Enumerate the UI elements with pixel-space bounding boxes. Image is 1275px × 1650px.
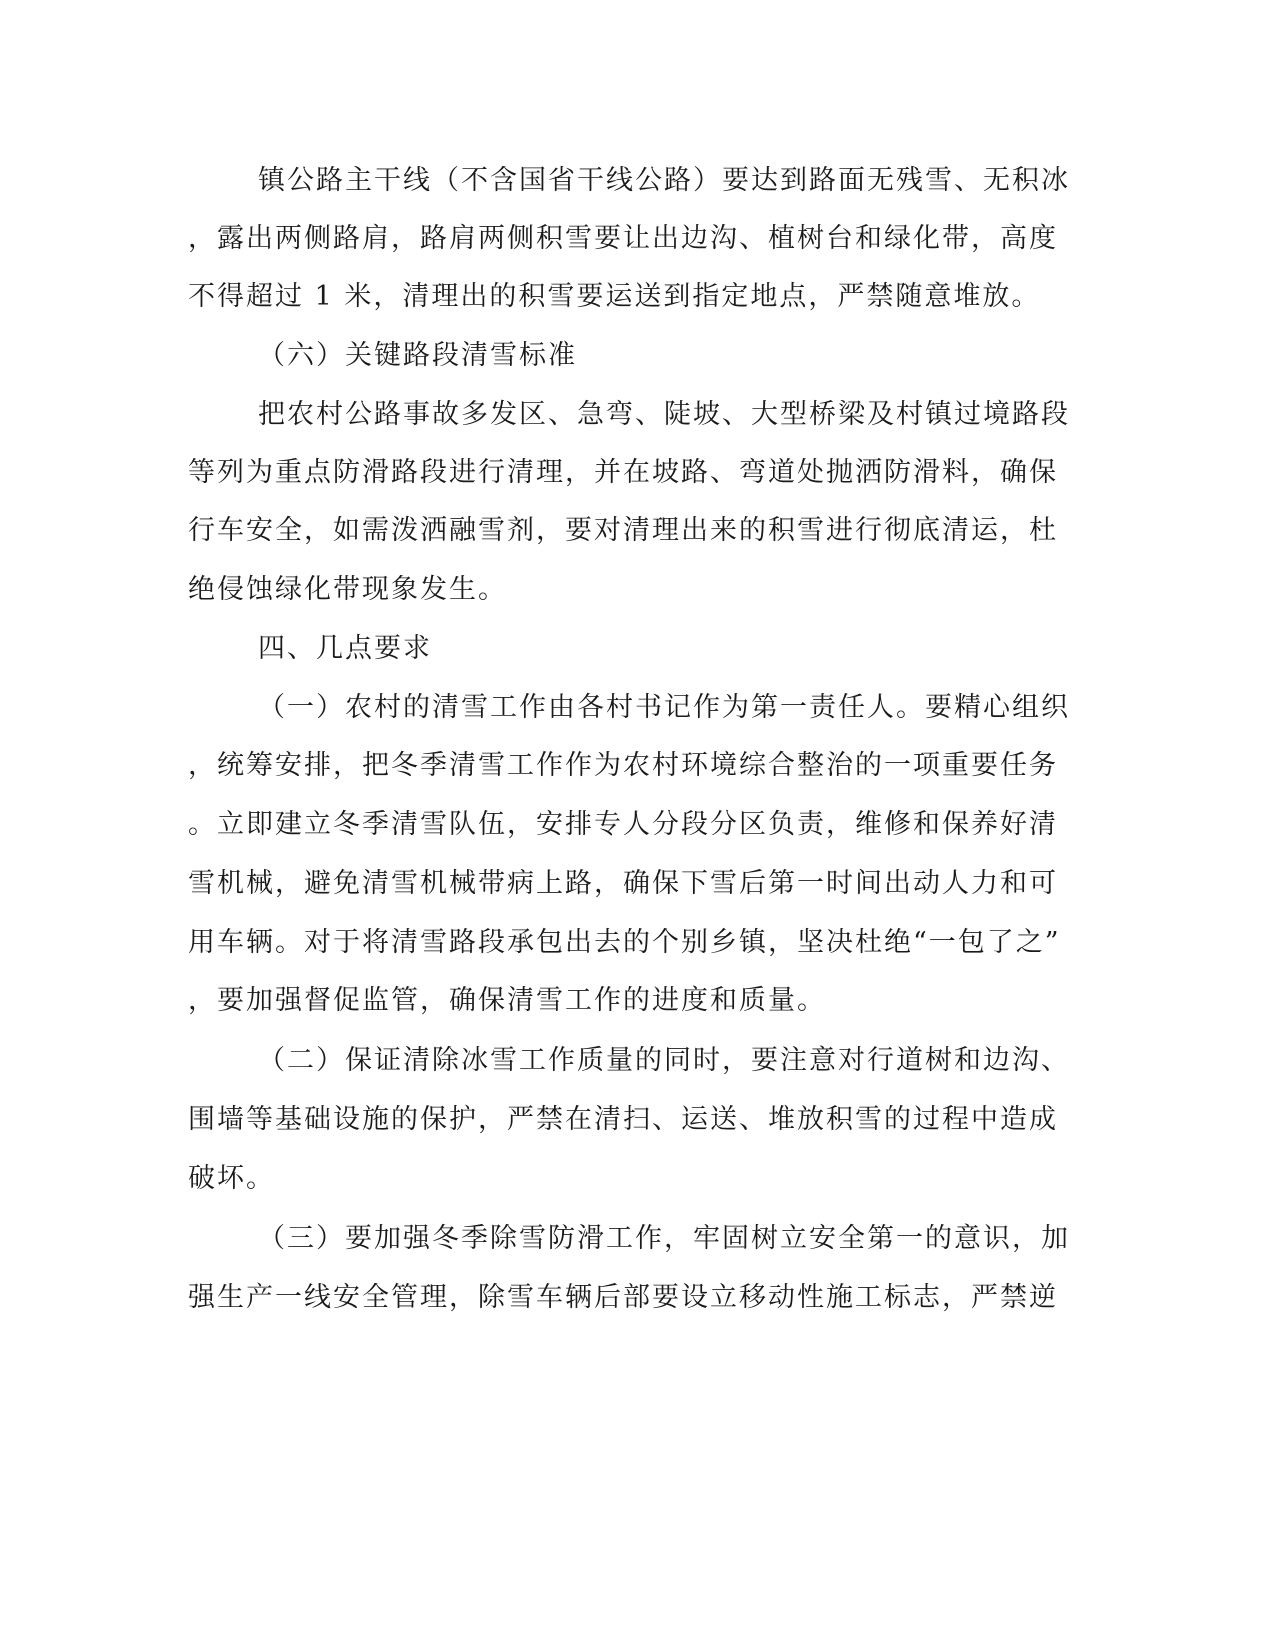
- text-line: 等列为重点防滑路段进行清理，并在坡路、弯道处抛洒防滑料，确保: [188, 457, 1058, 488]
- text-line: 破坏。: [188, 1163, 275, 1194]
- text-line: （一）农村的清雪工作由各村书记作为第一责任人。要精心组织: [258, 692, 1070, 723]
- text-line: （三）要加强冬季除雪防滑工作，牢固树立安全第一的意识，加: [258, 1223, 1070, 1254]
- text-line: 行车安全，如需泼洒融雪剂，要对清理出来的积雪进行彻底清运，杜: [188, 515, 1058, 546]
- text-line: 强生产一线安全管理，除雪车辆后部要设立移动性施工标志，严禁逆: [188, 1282, 1058, 1313]
- text-line: （二）保证清除冰雪工作质量的同时，要注意对行道树和边沟、: [258, 1045, 1070, 1076]
- section-heading: 四、几点要求: [258, 633, 432, 664]
- text-line: 雪机械，避免清雪机械带病上路，确保下雪后第一时间出动人力和可: [188, 868, 1058, 899]
- text-line: ，统筹安排，把冬季清雪工作作为农村环境综合整治的一项重要任务: [188, 750, 1058, 781]
- text-line: 围墙等基础设施的保护，严禁在清扫、运送、堆放积雪的过程中造成: [188, 1104, 1058, 1135]
- text-line: 。立即建立冬季清雪队伍，安排专人分段分区负责，维修和保养好清: [188, 809, 1058, 840]
- text-line: 绝侵蚀绿化带现象发生。: [188, 574, 507, 605]
- text-line: ，露出两侧路肩，路肩两侧积雪要让出边沟、植树台和绿化带，高度: [188, 223, 1058, 254]
- text-line: 把农村公路事故多发区、急弯、陡坡、大型桥梁及村镇过境路段: [258, 399, 1070, 430]
- text-line: 用车辆。对于将清雪路段承包出去的个别乡镇，坚决杜绝“一包了之”: [188, 927, 1061, 958]
- text-line: 不得超过 1 米，清理出的积雪要运送到指定地点，严禁随意堆放。: [188, 281, 1041, 312]
- section-heading: （六）关键路段清雪标准: [258, 340, 577, 371]
- text-line: 镇公路主干线（不含国省干线公路）要达到路面无残雪、无积冰: [258, 165, 1070, 196]
- text-line: ，要加强督促监管，确保清雪工作的进度和质量。: [188, 985, 826, 1016]
